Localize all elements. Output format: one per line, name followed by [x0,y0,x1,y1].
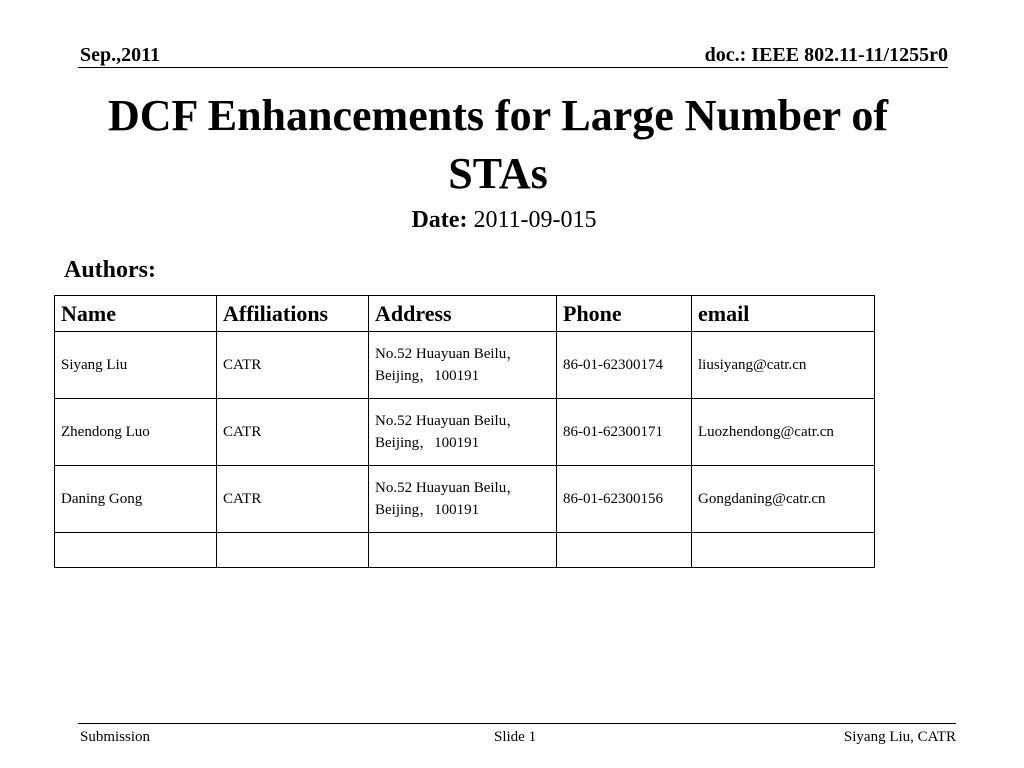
footer-author: Siyang Liu, CATR [843,729,956,745]
cell-email: Luozhendong@catr.cn [692,399,875,466]
cell-empty [369,533,557,568]
table-row-empty [55,533,875,568]
header-date: Sep.,2011 [80,44,161,66]
column-header-address: Address [369,296,557,332]
footer-rule [78,723,956,724]
table-header-row [55,296,875,332]
slide-title: DCF Enhancements for Large Number of STAs [107,91,889,198]
cell-phone: 86-01-62300171 [557,399,692,466]
cell-address: No.52 Huayuan Beilu，Beijing，100191 [369,332,557,399]
cell-phone: 86-01-62300174 [557,332,692,399]
cell-name: Zhendong Luo [55,399,217,466]
date-label: Date: [411,207,468,233]
cell-empty [692,533,875,568]
cell-empty [55,533,217,568]
column-header-name: Name [55,296,217,332]
cell-name: Siyang Liu [55,332,217,399]
cell-affiliation: CATR [217,466,369,533]
cell-email: Gongdaning@catr.cn [692,466,875,533]
cell-email: liusiyang@catr.cn [692,332,875,399]
cell-address: No.52 Huayuan Beilu，Beijing，100191 [369,466,557,533]
cell-affiliation: CATR [217,332,369,399]
cell-empty [557,533,692,568]
header-rule [78,67,948,68]
header-doc-id: doc.: IEEE 802.11-11/1255r0 [704,44,948,66]
cell-empty [217,533,369,568]
cell-affiliation: CATR [217,399,369,466]
cell-name: Daning Gong [55,466,217,533]
footer-submission: Submission [80,729,151,745]
authors-heading: Authors: [64,257,157,283]
date-line [0,207,1008,234]
authors-table [54,295,875,568]
footer-slide-number: Slide 1 [494,729,537,745]
column-header-email: email [692,296,875,332]
table-row [55,466,875,533]
table-row [55,399,875,466]
column-header-phone: Phone [557,296,692,332]
cell-phone: 86-01-62300156 [557,466,692,533]
date-value: 2011-09-015 [473,207,597,233]
table-row [55,332,875,399]
column-header-affiliations: Affiliations [217,296,369,332]
cell-address: No.52 Huayuan Beilu，Beijing，100191 [369,399,557,466]
